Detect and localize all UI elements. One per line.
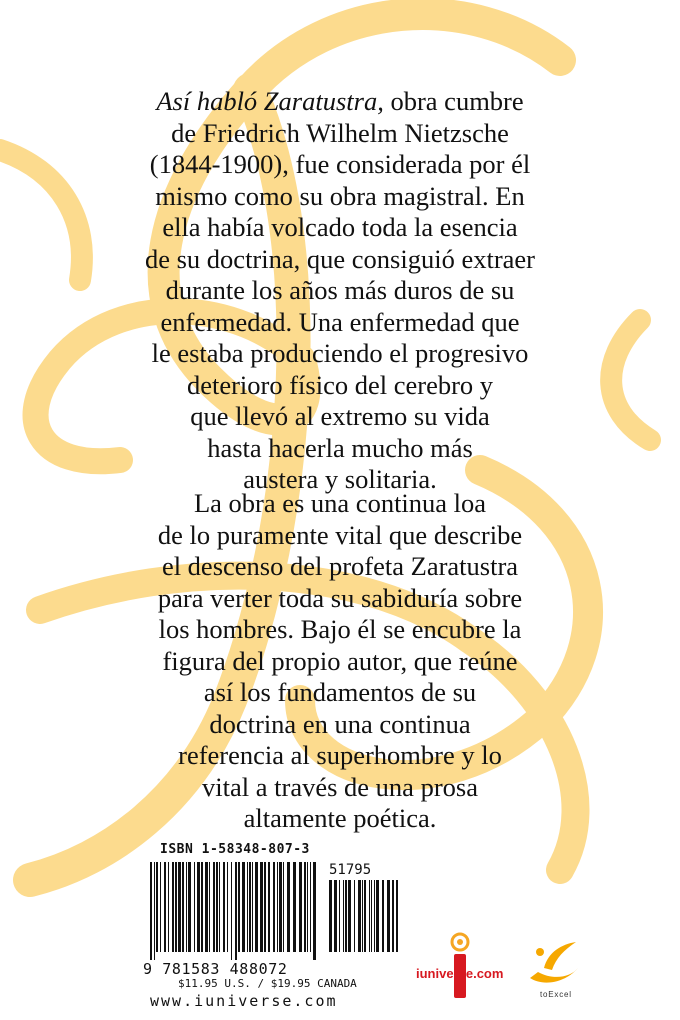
paragraph-line: los hombres. Bajo él se encubre la bbox=[158, 614, 522, 644]
paragraph-line: enfermedad. Una enfermedad que bbox=[160, 306, 520, 337]
paragraph-line: hasta hacerla mucho más bbox=[207, 432, 473, 463]
paragraph-line: durante los años más duros de su bbox=[165, 275, 515, 305]
paragraph-line: referencia al superhombre y lo bbox=[178, 740, 502, 770]
paragraph-line: de lo puramente vital que describe bbox=[157, 519, 523, 550]
paragraph-line: mismo como su obra magistral. En bbox=[155, 180, 525, 211]
paragraph-line: doctrina en una continua bbox=[209, 708, 471, 739]
paragraph-line: así los fundamentos de su bbox=[203, 677, 477, 707]
iuniverse-wordmark: iuniverse.com bbox=[416, 966, 504, 981]
price-label: $11.95 U.S. / $19.95 CANADA bbox=[178, 977, 357, 990]
barcode-main bbox=[150, 862, 320, 960]
barcode-addon bbox=[329, 880, 401, 960]
barcode-digits: 9 781583 488072 bbox=[143, 960, 288, 978]
toexcel-logo-icon bbox=[524, 938, 586, 990]
toexcel-wordmark: toExcel bbox=[540, 990, 572, 999]
paragraph-line: austera y solitaria. bbox=[243, 464, 437, 494]
barcode-addon-code: 51795 bbox=[329, 862, 372, 878]
paragraph-line: de Friedrich Wilhelm Nietzsche bbox=[171, 117, 509, 148]
description-paragraph-1 bbox=[70, 86, 610, 496]
paragraph-line: que llevó al extremo su vida bbox=[190, 401, 490, 431]
paragraph-line: le estaba produciendo el progresivo bbox=[151, 338, 529, 368]
paragraph-line: deterioro físico del cerebro y bbox=[186, 369, 494, 400]
paragraph-line: ella había volcado toda la esencia bbox=[162, 212, 518, 242]
paragraph-line: para verter toda su sabiduría sobre bbox=[157, 582, 523, 613]
paragraph-line: Así habló Zaratustra, obra cumbre bbox=[156, 86, 524, 116]
website-url: www.iuniverse.com bbox=[150, 992, 338, 1010]
paragraph-line: de su doctrina, que consiguió extraer bbox=[144, 243, 535, 274]
paragraph-line: altamente poética. bbox=[243, 803, 437, 833]
description-paragraph-2 bbox=[70, 488, 610, 835]
paragraph-line: figura del propio autor, que reúne bbox=[162, 645, 518, 676]
book-title: Así habló Zaratustra, bbox=[156, 86, 384, 116]
paragraph-line: La obra es una continua loa bbox=[193, 488, 487, 518]
paragraph-line: (1844-1900), fue considerada por él bbox=[149, 149, 531, 179]
isbn-label: ISBN 1-58348-807-3 bbox=[160, 842, 310, 857]
paragraph-line: el descenso del profeta Zaratustra bbox=[161, 551, 519, 581]
flourish-right-curl bbox=[611, 320, 650, 440]
paragraph-line: vital a través de una prosa bbox=[202, 771, 478, 802]
